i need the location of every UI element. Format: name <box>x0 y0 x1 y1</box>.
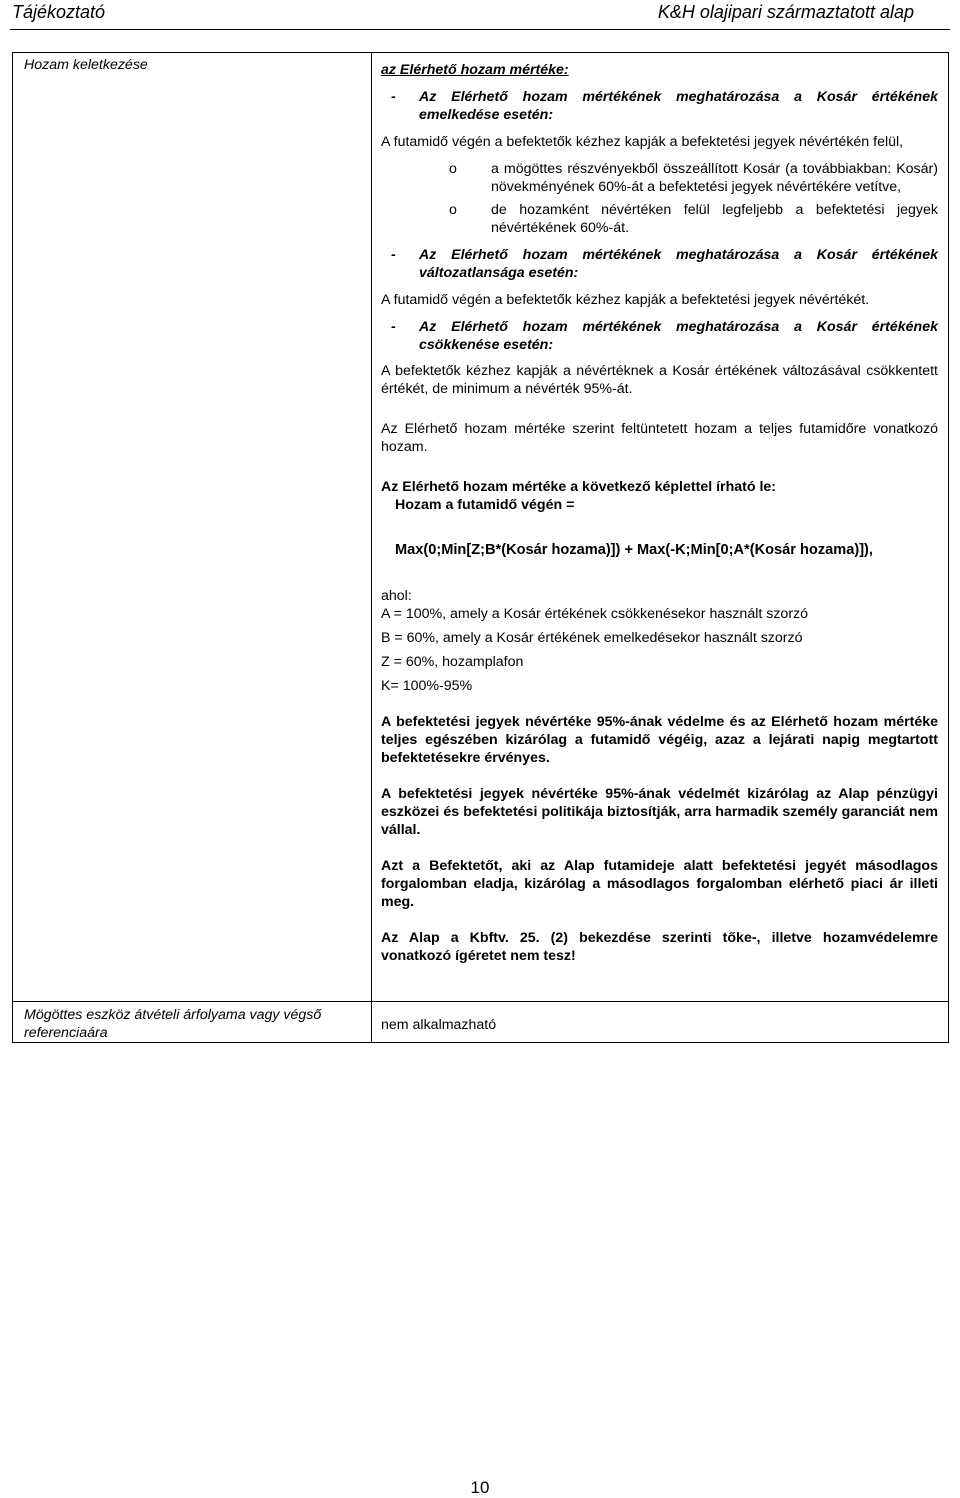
referenciaar-value: nem alkalmazható <box>381 1017 497 1033</box>
list-item <box>449 160 938 196</box>
hozam-note: Az Elérhető hozam mértéke szerint feltüntetett hozam a teljes futamidőre vonatkozó hozam. <box>381 421 938 455</box>
case3-title-row <box>381 318 938 354</box>
hozam-content <box>372 53 948 965</box>
list-item <box>449 201 938 237</box>
header-rule <box>10 29 950 30</box>
case2-title-row <box>381 246 938 282</box>
bullet-marker: o <box>449 161 457 177</box>
case1-text: A futamidő végén a befektetők kézhez kapják a befektetési jegyek névértékén felül, <box>381 134 904 150</box>
case2-title: Az Elérhető hozam mértékének meghatározása a Kosár értékének változatlansága esetén: <box>419 247 938 281</box>
case3-title: Az Elérhető hozam mértékének meghatározása a Kosár értékének csökkenése esetén: <box>419 319 938 353</box>
definition-a: A = 100%, amely a Kosár értékének csökkenésekor használt szorzó <box>381 606 809 622</box>
case3-text: A befektetők kézhez kapják a névértéknek a Kosár értékének változásával csökkentett értékét, de minimum a névérték 95%-át. <box>381 363 938 397</box>
row-label-referenciaar: Mögöttes eszköz átvételi árfolyama vagy végső referenciaára <box>24 1007 322 1041</box>
definition-b: B = 60%, amely a Kosár értékének emelkedésekor használt szorzó <box>381 630 803 646</box>
bullet-marker: o <box>449 202 457 218</box>
dash-marker: - <box>391 89 396 105</box>
dash-marker: - <box>391 247 396 263</box>
definition-k: K= 100%-95% <box>381 678 473 694</box>
header-right-title: K&H olajipari származtatott alap <box>657 2 914 22</box>
dash-marker: - <box>391 319 396 335</box>
table-row <box>13 1002 949 1043</box>
table-row <box>13 53 949 1002</box>
case1-title: Az Elérhető hozam mértékének meghatározása a Kosár értékének emelkedése esetén: <box>419 89 938 123</box>
page-number: 10 <box>470 1478 490 1497</box>
section-heading: az Elérhető hozam mértéke: <box>381 62 569 78</box>
formula: Max(0;Min[Z;B*(Kosár hozama)]) + Max(-K;Min[0;A*(Kosár hozama)]), <box>395 542 873 558</box>
secondary-market-paragraph: Azt a Befektetőt, aki az Alap futamideje alatt befektetési jegyét másodlagos forgalomban eladja, kizárólag a másodlagos forgalomban elérhető piaci ár illeti meg. <box>381 858 938 910</box>
guarantee-paragraph: A befektetési jegyek névértéke 95%-ának védelmét kizárólag az Alap pénzügyi eszközei és befektetési politikája biztosítják, arra harmadik személy garanciát nem vállal. <box>381 786 938 838</box>
header-left-title: Tájékoztató <box>12 2 106 22</box>
formula-intro: Az Elérhető hozam mértéke a következő képlettel írható le: <box>381 479 777 495</box>
definition-z: Z = 60%, hozamplafon <box>381 654 524 670</box>
bullet2-text: de hozamként névértéken felül legfeljebb a befektetési jegyek névértékének 60%-át. <box>491 202 938 236</box>
row-label-hozam: Hozam keletkezése <box>24 57 148 73</box>
bullet1-text: a mögöttes részvényekből összeállított Kosár (a továbbiakban: Kosár) növekményének 60%-át a befektetési jegyek névértékére vetítve, <box>491 161 938 195</box>
where-label: ahol: <box>381 588 412 604</box>
case2-text: A futamidő végén a befektetők kézhez kapják a befektetési jegyek névértékét. <box>381 292 870 308</box>
formula-lhs: Hozam a futamidő végén = <box>395 497 575 513</box>
info-table <box>12 52 949 1043</box>
protection-paragraph: A befektetési jegyek névértéke 95%-ának védelme és az Elérhető hozam mértéke teljes egészében kizárólag a futamidő végéig, azaz a lejárati napig megtartott befektetésekre érvényes. <box>381 714 938 766</box>
case1-title-row <box>381 88 938 124</box>
kbftv-paragraph: Az Alap a Kbftv. 25. (2) bekezdése szerinti tőke-, illetve hozamvédelemre vonatkozó ígéretet nem tesz! <box>381 930 938 964</box>
